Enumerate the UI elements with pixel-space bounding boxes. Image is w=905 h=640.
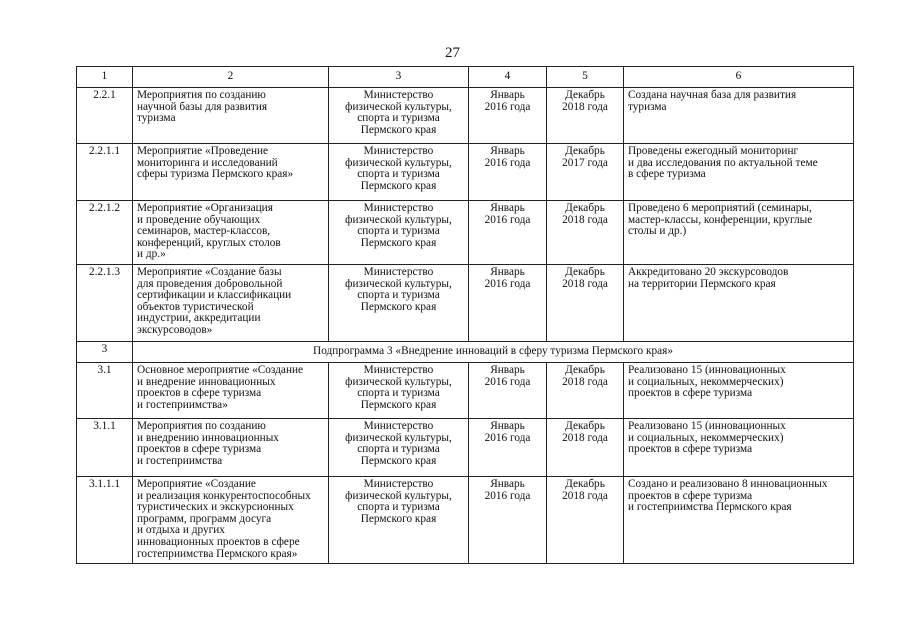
start-date: Январь 2016 года <box>469 477 547 564</box>
table-row <box>77 88 854 144</box>
table-row <box>77 201 854 265</box>
table-header-row <box>77 67 854 88</box>
start-date: Январь 2016 года <box>469 201 547 265</box>
start-date: Январь 2016 года <box>469 144 547 201</box>
column-header: 4 <box>469 67 547 88</box>
subprogram-number: 3 <box>77 342 133 363</box>
row-number: 3.1 <box>77 363 133 419</box>
executor: Министерство физической культуры, спорта и туризма Пермского края <box>329 363 469 419</box>
end-date: Декабрь 2018 года <box>547 88 624 144</box>
expected-result: Реализовано 15 (инновационных и социальных, некоммерческих) проектов в сфере туризма <box>624 419 854 477</box>
row-number: 2.2.1 <box>77 88 133 144</box>
end-date: Декабрь 2017 года <box>547 144 624 201</box>
activity-name: Мероприятие «Организация и проведение обучающих семинаров, мастер-классов, конференций, круглых столов и др.» <box>133 201 329 265</box>
expected-result: Проведено 6 мероприятий (семинары, мастер-классы, конференции, круглые столы и др.) <box>624 201 854 265</box>
table-row <box>77 363 854 419</box>
expected-result: Создано и реализовано 8 инновационных проектов в сфере туризма и гостеприимства Пермского края <box>624 477 854 564</box>
activity-name: Мероприятия по созданию научной базы для развития туризма <box>133 88 329 144</box>
subprogram-title: Подпрограмма 3 «Внедрение инноваций в сферу туризма Пермского края» <box>133 342 854 363</box>
expected-result: Проведены ежегодный мониторинг и два исследования по актуальной теме в сфере туризма <box>624 144 854 201</box>
executor: Министерство физической культуры, спорта и туризма Пермского края <box>329 88 469 144</box>
activity-name: Мероприятия по созданию и внедрению инновационных проектов в сфере туризма и гостеприимства <box>133 419 329 477</box>
column-header: 3 <box>329 67 469 88</box>
expected-result: Создана научная база для развития туризма <box>624 88 854 144</box>
page-number: 27 <box>445 45 460 61</box>
activity-name: Основное мероприятие «Создание и внедрение инновационных проектов в сфере туризма и гостеприимства» <box>133 363 329 419</box>
row-number: 3.1.1 <box>77 419 133 477</box>
start-date: Январь 2016 года <box>469 419 547 477</box>
activity-name: Мероприятие «Создание базы для проведения добровольной сертификации и классификации объектов туристической индустрии, аккредитации экскурсоводов» <box>133 265 329 342</box>
expected-result: Реализовано 15 (инновационных и социальных, некоммерческих) проектов в сфере туризма <box>624 363 854 419</box>
subprogram-row <box>77 342 854 363</box>
activities-table <box>76 66 854 564</box>
table-row <box>77 265 854 342</box>
table-row <box>77 144 854 201</box>
start-date: Январь 2016 года <box>469 88 547 144</box>
executor: Министерство физической культуры, спорта и туризма Пермского края <box>329 265 469 342</box>
column-header: 5 <box>547 67 624 88</box>
end-date: Декабрь 2018 года <box>547 419 624 477</box>
end-date: Декабрь 2018 года <box>547 201 624 265</box>
row-number: 3.1.1.1 <box>77 477 133 564</box>
row-number: 2.2.1.2 <box>77 201 133 265</box>
activity-name: Мероприятие «Проведение мониторинга и исследований сферы туризма Пермского края» <box>133 144 329 201</box>
executor: Министерство физической культуры, спорта и туризма Пермского края <box>329 477 469 564</box>
column-header: 6 <box>624 67 854 88</box>
executor: Министерство физической культуры, спорта и туризма Пермского края <box>329 419 469 477</box>
table-row <box>77 419 854 477</box>
start-date: Январь 2016 года <box>469 265 547 342</box>
row-number: 2.2.1.3 <box>77 265 133 342</box>
column-header: 1 <box>77 67 133 88</box>
column-header: 2 <box>133 67 329 88</box>
table-row <box>77 477 854 564</box>
row-number: 2.2.1.1 <box>77 144 133 201</box>
expected-result: Аккредитовано 20 экскурсоводов на территории Пермского края <box>624 265 854 342</box>
end-date: Декабрь 2018 года <box>547 363 624 419</box>
end-date: Декабрь 2018 года <box>547 265 624 342</box>
activity-name: Мероприятие «Создание и реализация конкурентоспособных туристических и экскурсионных программ, программ досуга и отдыха и других инновационных проектов в сфере гостеприимства Пермского края» <box>133 477 329 564</box>
executor: Министерство физической культуры, спорта и туризма Пермского края <box>329 201 469 265</box>
end-date: Декабрь 2018 года <box>547 477 624 564</box>
start-date: Январь 2016 года <box>469 363 547 419</box>
executor: Министерство физической культуры, спорта и туризма Пермского края <box>329 144 469 201</box>
